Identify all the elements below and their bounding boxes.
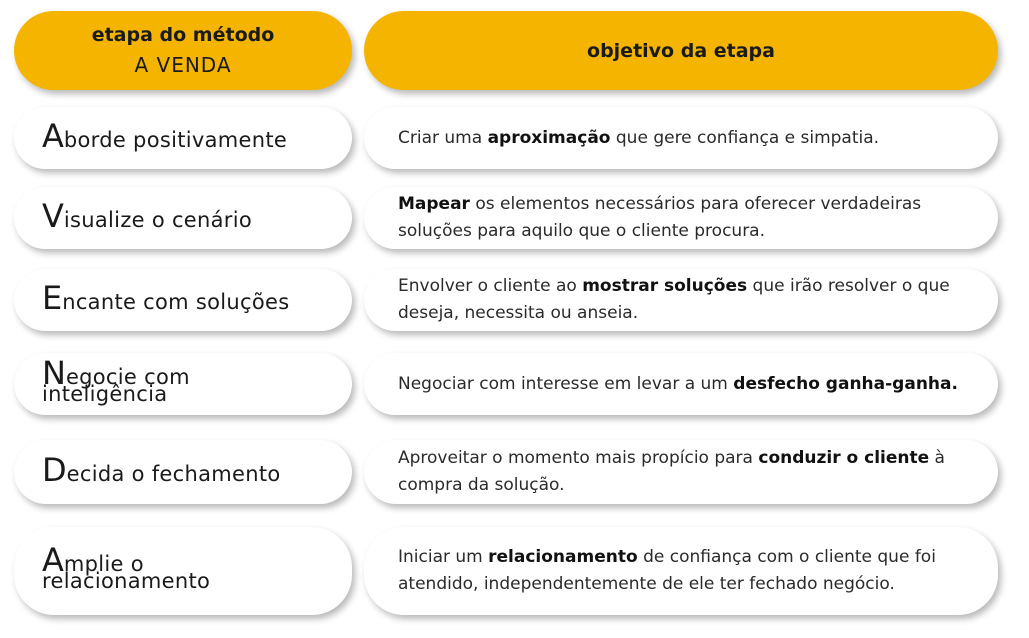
objective-highlight: relacionamento xyxy=(488,547,638,567)
objective-text xyxy=(398,544,958,598)
step-negocie xyxy=(14,353,352,415)
step-label xyxy=(42,541,211,593)
step-rest-line2: inteligência xyxy=(42,382,168,406)
objective-text xyxy=(398,273,958,327)
objective-text-a: Aproveitar o momento mais propício para xyxy=(398,448,759,468)
step-rest: borde positivamente xyxy=(63,127,288,152)
step-decida xyxy=(14,440,352,504)
objective-text-a: Negociar com interesse em levar a um xyxy=(398,373,734,394)
objective-text-c: os elementos necessários para oferecer verdadeiras soluções para aquilo que o cliente procura. xyxy=(398,194,922,241)
objective-text xyxy=(398,125,879,152)
objective-text-a: Iniciar um xyxy=(398,547,489,567)
objective-encante xyxy=(364,269,998,331)
step-initial: A xyxy=(42,116,64,155)
objective-text-c: que irão resolver o que deseja, necessita ou anseia. xyxy=(398,276,950,323)
objective-amplie xyxy=(364,527,998,615)
step-label xyxy=(42,450,281,489)
step-initial: E xyxy=(42,278,63,317)
step-encante xyxy=(14,269,352,331)
header-step-objective xyxy=(364,11,998,90)
objective-text-c: que gere confiança e simpatia. xyxy=(610,127,880,148)
step-label xyxy=(42,278,290,317)
step-initial: N xyxy=(42,354,66,392)
objective-text-a: Envolver o cliente ao xyxy=(398,276,583,296)
step-label xyxy=(42,196,253,235)
step-rest: ncante com soluções xyxy=(62,289,290,314)
step-rest: ecida o fechamento xyxy=(66,461,281,486)
step-amplie xyxy=(14,527,352,615)
header-method-step xyxy=(14,11,352,90)
step-label xyxy=(42,354,190,406)
objective-text xyxy=(398,445,958,499)
step-initial: A xyxy=(42,541,64,579)
objective-highlight: Mapear xyxy=(398,194,470,214)
objective-negocie xyxy=(364,353,998,415)
step-initial: D xyxy=(42,450,67,489)
step-label xyxy=(42,116,288,155)
objective-highlight: desfecho ganha-ganha. xyxy=(733,373,958,394)
objective-text xyxy=(398,371,958,398)
objective-text-a: Criar uma xyxy=(398,127,488,148)
header-step-objective-label: objetivo da etapa xyxy=(587,39,775,62)
header-method-step-label: etapa do método xyxy=(91,23,275,46)
objective-visualize xyxy=(364,187,998,249)
step-rest-line2: relacionamento xyxy=(42,569,211,593)
objective-decida xyxy=(364,440,998,504)
step-aborde xyxy=(14,107,352,169)
step-initial: V xyxy=(42,196,64,235)
step-rest: mplie o xyxy=(63,552,144,576)
header-method-name: A VENDA xyxy=(134,52,232,77)
objective-text xyxy=(398,191,958,245)
step-rest: egocie com xyxy=(65,365,190,389)
objective-highlight: aproximação xyxy=(487,127,611,148)
objective-aborde xyxy=(364,107,998,169)
objective-highlight: conduzir o cliente xyxy=(758,448,930,468)
step-rest: isualize o cenário xyxy=(63,207,253,232)
objective-highlight: mostrar soluções xyxy=(582,276,748,296)
step-visualize xyxy=(14,187,352,249)
objective-text-c: de confiança com o cliente que foi atendido, independentemente de ele ter fechado negócio. xyxy=(398,547,936,594)
objective-text-c: à compra da solução. xyxy=(398,448,945,495)
